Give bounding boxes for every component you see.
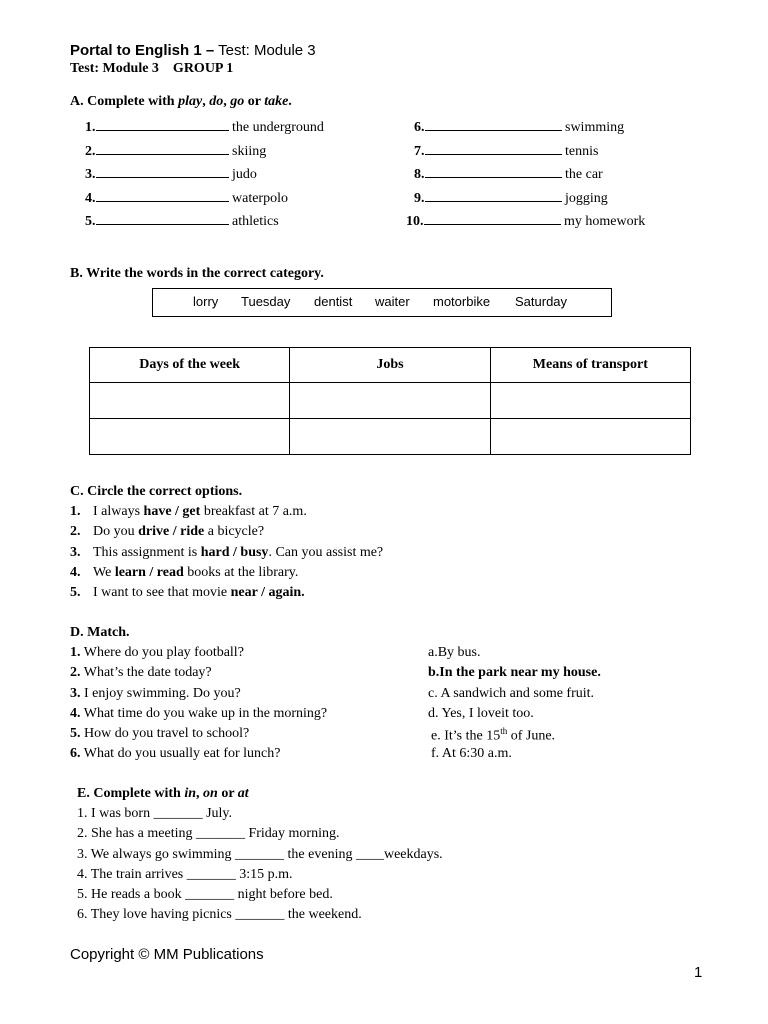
item-text: What time do you wake up in the morning? bbox=[80, 706, 328, 721]
item-number: 1. bbox=[85, 120, 96, 135]
option-choice[interactable]: learn / read bbox=[114, 565, 184, 580]
list-item bbox=[85, 165, 257, 183]
table-cell[interactable] bbox=[90, 383, 290, 419]
answer-blank[interactable] bbox=[96, 165, 229, 178]
item-text: a bicycle? bbox=[204, 524, 265, 539]
match-option-e bbox=[431, 726, 555, 745]
sep: . bbox=[288, 94, 292, 109]
item-text: tennis bbox=[565, 144, 599, 159]
ordinal-suffix: th bbox=[500, 726, 508, 736]
option-text: e. It’s the 15 bbox=[431, 728, 501, 744]
list-item bbox=[70, 665, 212, 681]
item-number: 3. bbox=[70, 545, 81, 560]
item-number: 3. bbox=[70, 686, 81, 701]
item-text: Do you bbox=[93, 524, 139, 539]
list-item bbox=[70, 726, 249, 742]
page-title bbox=[70, 42, 316, 59]
section-e-prefix: E. Complete with bbox=[77, 786, 185, 801]
list-item bbox=[85, 142, 266, 160]
option-text: of June. bbox=[507, 728, 556, 744]
item-text: I enjoy swimming. Do you? bbox=[80, 686, 241, 701]
word-item: waiter bbox=[375, 294, 410, 309]
list-item bbox=[70, 524, 264, 540]
item-number: 8. bbox=[414, 167, 425, 182]
table-row bbox=[90, 383, 691, 419]
item-number: 5. bbox=[85, 214, 96, 229]
table-cell[interactable] bbox=[90, 419, 290, 455]
item-number: 5. bbox=[70, 585, 81, 600]
list-item bbox=[406, 212, 645, 230]
list-item bbox=[85, 118, 324, 136]
item-text: How do you travel to school? bbox=[80, 726, 250, 741]
match-option-d: d. Yes, I loveit too. bbox=[428, 706, 534, 721]
title-bold: Portal to English 1 – bbox=[70, 42, 215, 59]
table-row bbox=[90, 419, 691, 455]
table-cell[interactable] bbox=[290, 419, 490, 455]
sep: , bbox=[223, 94, 231, 109]
list-item bbox=[414, 118, 624, 136]
section-e-heading bbox=[77, 786, 249, 802]
item-text: the car bbox=[565, 167, 603, 182]
section-a-prefix: A. Complete with bbox=[70, 94, 179, 109]
item-text: breakfast at 7 a.m. bbox=[200, 504, 307, 519]
section-c-heading: C. Circle the correct options. bbox=[70, 484, 243, 499]
category-table bbox=[89, 347, 691, 455]
option-choice[interactable]: have / get bbox=[143, 504, 201, 519]
item-number: 2. bbox=[70, 524, 81, 539]
word-at: at bbox=[237, 786, 249, 801]
item-number: 9. bbox=[414, 191, 425, 206]
word-box bbox=[152, 288, 612, 317]
answer-blank[interactable] bbox=[425, 189, 562, 202]
item-number: 4. bbox=[70, 565, 81, 580]
word-item: lorry bbox=[193, 294, 219, 309]
section-b-heading: B. Write the words in the correct category. bbox=[70, 266, 324, 281]
answer-blank[interactable] bbox=[96, 189, 229, 202]
column-days: Days of the week bbox=[90, 348, 290, 383]
item-number: 10. bbox=[406, 214, 424, 229]
word-play: play bbox=[178, 94, 203, 109]
list-item bbox=[70, 585, 305, 601]
item-number: 2. bbox=[70, 665, 81, 680]
item-number: 6. bbox=[70, 746, 81, 761]
item-text: books at the library. bbox=[183, 565, 299, 580]
match-option-b: b.In the park near my house. bbox=[428, 665, 601, 680]
list-item bbox=[70, 504, 307, 520]
item-text: . Can you assist me? bbox=[268, 545, 384, 560]
item-number: 3. bbox=[85, 167, 96, 182]
item-text: my homework bbox=[564, 214, 646, 229]
item-text: athletics bbox=[232, 214, 279, 229]
answer-blank[interactable] bbox=[425, 118, 562, 131]
copyright: Copyright © MM Publications bbox=[70, 946, 264, 963]
sep: , bbox=[202, 94, 210, 109]
item-text: Where do you play football? bbox=[80, 645, 244, 660]
item-text: jogging bbox=[565, 191, 608, 206]
section-d-heading: D. Match. bbox=[70, 625, 130, 640]
table-cell[interactable] bbox=[290, 383, 490, 419]
item-number: 7. bbox=[414, 144, 425, 159]
sep: , bbox=[196, 786, 204, 801]
item-text: What’s the date today? bbox=[80, 665, 212, 680]
word-item: motorbike bbox=[433, 294, 491, 309]
column-jobs: Jobs bbox=[290, 348, 490, 383]
word-item: dentist bbox=[314, 294, 353, 309]
word-take: take bbox=[264, 94, 289, 109]
item-text: I want to see that movie bbox=[93, 585, 231, 600]
list-item: 6. They love having picnics _______ the weekend. bbox=[77, 907, 362, 922]
word-go: go bbox=[230, 94, 245, 109]
item-text: waterpolo bbox=[232, 191, 288, 206]
item-text: judo bbox=[232, 167, 257, 182]
table-cell[interactable] bbox=[490, 419, 690, 455]
answer-blank[interactable] bbox=[425, 165, 562, 178]
section-a-heading bbox=[70, 94, 292, 110]
word-do: do bbox=[209, 94, 224, 109]
item-number: 4. bbox=[85, 191, 96, 206]
match-option-a: a.By bus. bbox=[428, 645, 481, 660]
subtitle: Test: Module 3 GROUP 1 bbox=[70, 61, 234, 76]
item-text: What do you usually eat for lunch? bbox=[80, 746, 281, 761]
list-item bbox=[70, 645, 244, 661]
match-option-f: f. At 6:30 a.m. bbox=[431, 746, 512, 761]
item-number: 1. bbox=[70, 645, 81, 660]
list-item bbox=[70, 565, 298, 581]
item-text: This assignment is bbox=[93, 545, 201, 560]
list-item: 3. We always go swimming _______ the evening ____weekdays. bbox=[77, 847, 443, 862]
list-item: 5. He reads a book _______ night before bed. bbox=[77, 887, 333, 902]
list-item bbox=[85, 212, 279, 230]
list-item bbox=[414, 165, 603, 183]
list-item bbox=[414, 142, 598, 160]
word-item: Saturday bbox=[515, 294, 568, 309]
match-option-c: c. A sandwich and some fruit. bbox=[428, 686, 595, 701]
option-choice[interactable]: drive / ride bbox=[138, 524, 205, 539]
list-item: 4. The train arrives _______ 3:15 p.m. bbox=[77, 867, 293, 882]
option-choice[interactable]: hard / busy bbox=[200, 545, 269, 560]
item-text: I always bbox=[93, 504, 144, 519]
item-number: 5. bbox=[70, 726, 81, 741]
answer-blank[interactable] bbox=[424, 212, 561, 225]
list-item bbox=[70, 746, 280, 762]
list-item bbox=[85, 189, 288, 207]
item-number: 1. bbox=[70, 504, 81, 519]
table-cell[interactable] bbox=[490, 383, 690, 419]
page-number: 1 bbox=[694, 964, 703, 981]
word-item: Tuesday bbox=[241, 294, 291, 309]
item-number: 2. bbox=[85, 144, 96, 159]
list-item bbox=[70, 686, 241, 702]
list-item bbox=[414, 189, 608, 207]
list-item: 2. She has a meeting _______ Friday morning. bbox=[77, 826, 340, 841]
answer-blank[interactable] bbox=[96, 212, 229, 225]
item-number: 6. bbox=[414, 120, 425, 135]
list-item bbox=[70, 545, 383, 561]
word-on: on bbox=[203, 786, 218, 801]
answer-blank[interactable] bbox=[96, 118, 229, 131]
option-choice[interactable]: near / again. bbox=[230, 585, 305, 600]
answer-blank[interactable] bbox=[425, 142, 562, 155]
item-text: skiing bbox=[232, 144, 267, 159]
sep: or bbox=[217, 786, 238, 801]
item-text: the underground bbox=[232, 120, 324, 135]
column-transport: Means of transport bbox=[490, 348, 690, 383]
title-rest: Test: Module 3 bbox=[214, 42, 316, 59]
list-item bbox=[70, 706, 327, 722]
item-text: swimming bbox=[565, 120, 625, 135]
item-text: We bbox=[93, 565, 115, 580]
table-header-row bbox=[90, 348, 691, 383]
sep: or bbox=[244, 94, 265, 109]
list-item: 1. I was born _______ July. bbox=[77, 806, 233, 821]
item-number: 4. bbox=[70, 706, 81, 721]
word-in: in bbox=[184, 786, 197, 801]
answer-blank[interactable] bbox=[96, 142, 229, 155]
